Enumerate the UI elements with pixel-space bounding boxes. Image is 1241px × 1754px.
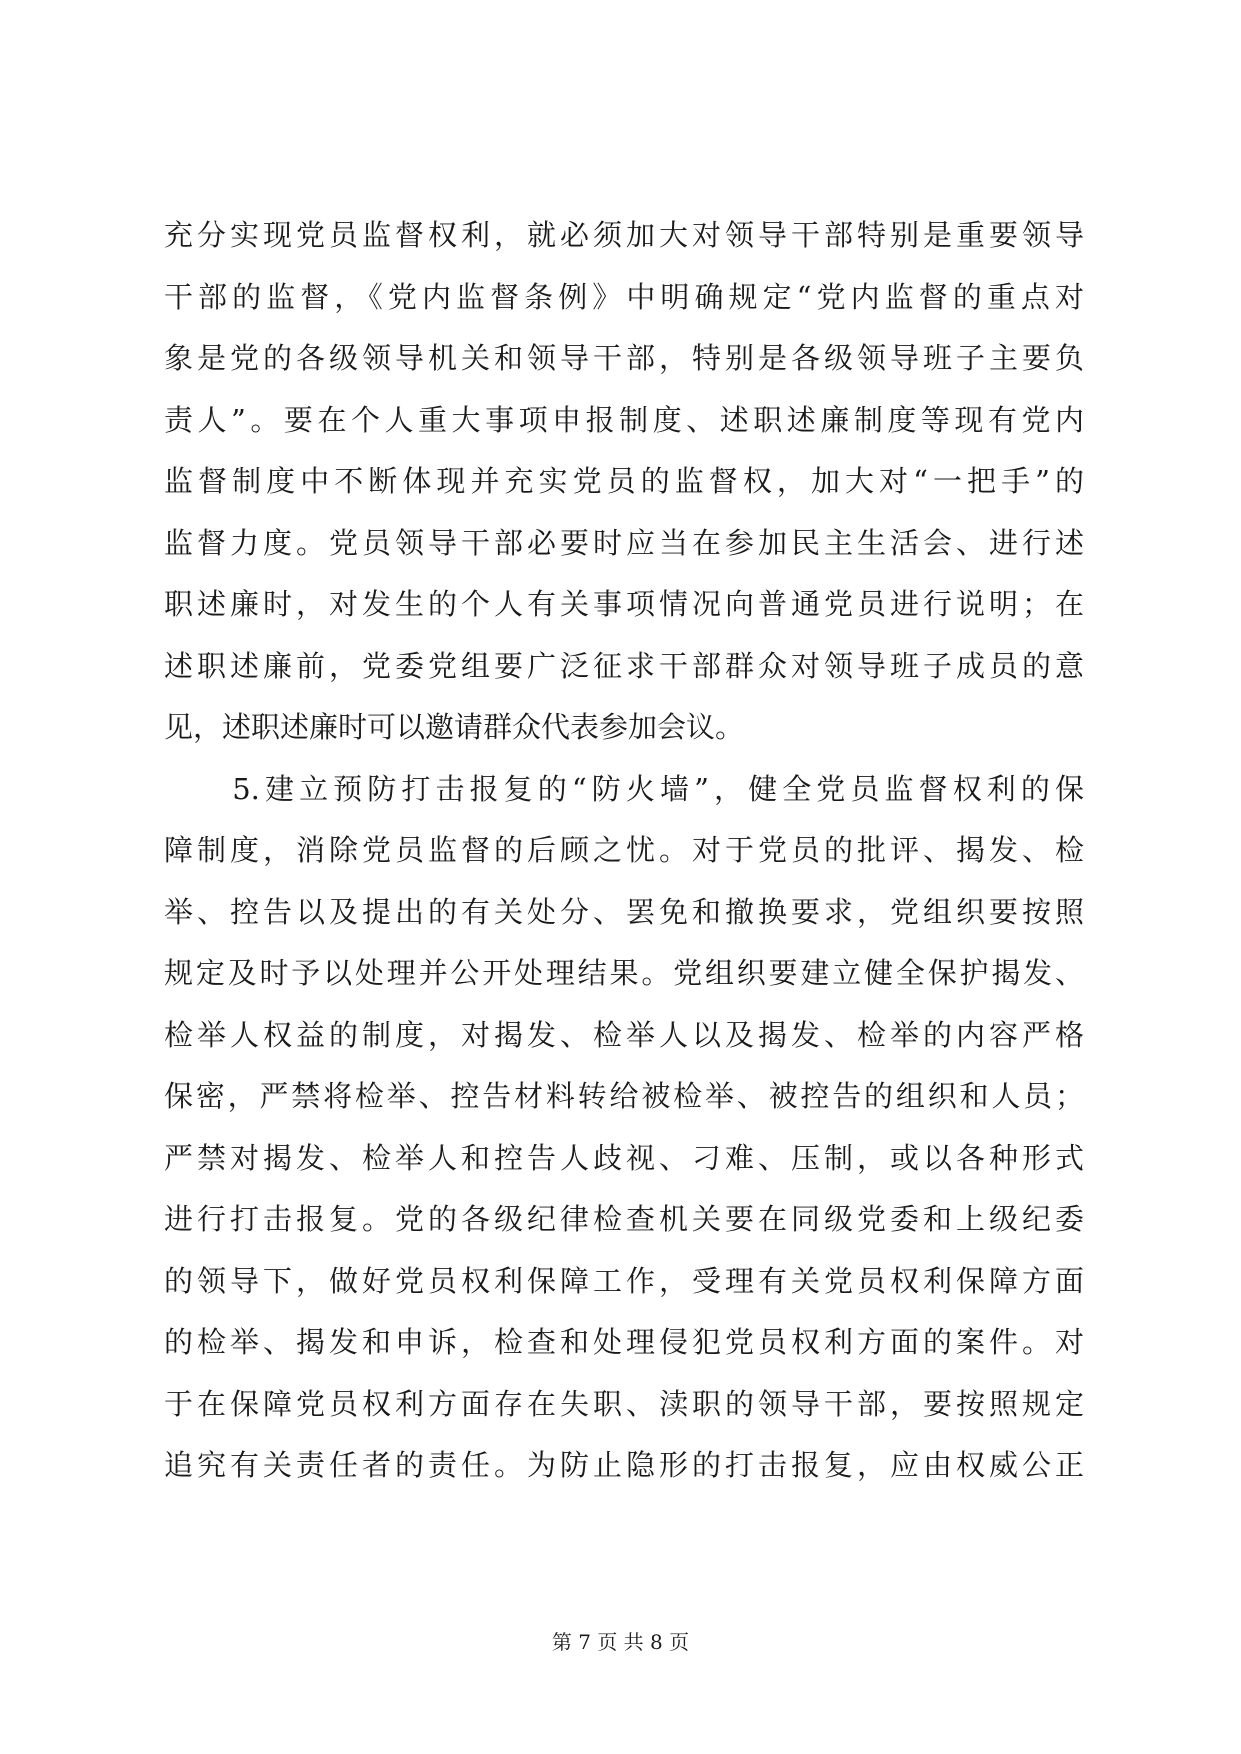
text-line: 追究有关责任者的责任。为防止隐形的打击报复，应由权威公正 (164, 1448, 1084, 1482)
text-line: 见，述职述廉时可以邀请群众代表参加会议。 (164, 710, 745, 744)
text-line: 规定及时予以处理并公开处理结果。党组织要建立健全保护揭发、 (164, 956, 1084, 990)
text-line: 监督制度中不断体现并充实党员的监督权，加大对“一把手”的 (164, 464, 1084, 498)
text-line: 进行打击报复。党的各级纪律检查机关要在同级党委和上级纪委 (164, 1202, 1084, 1236)
page-footer: 第 7 页 共 8 页 (551, 1630, 690, 1654)
text-line: 职述廉时，对发生的个人有关事项情况向普通党员进行说明；在 (164, 587, 1084, 621)
text-line: 的领导下，做好党员权利保障工作，受理有关党员权利保障方面 (164, 1263, 1084, 1298)
text-line: 的检举、揭发和申诉，检查和处理侵犯党员权利方面的案件。对 (164, 1325, 1084, 1359)
text-line: 障制度，消除党员监督的后顾之忧。对于党员的批评、揭发、检 (164, 833, 1084, 867)
text-line: 保密，严禁将检举、控告材料转给被检举、被控告的组织和人员； (164, 1079, 1084, 1113)
text-line: 举、控告以及提出的有关处分、罢免和撤换要求，党组织要按照 (164, 894, 1084, 929)
text-line: 干部的监督，《党内监督条例》中明确规定“党内监督的重点对 (164, 279, 1084, 314)
body-text (164, 205, 1084, 1497)
text-line: 于在保障党员权利方面存在失职、渎职的领导干部，要按照规定 (164, 1386, 1084, 1421)
text-line: 充分实现党员监督权利，就必须加大对领导干部特别是重要领导 (164, 218, 1084, 252)
text-line: 5.建立预防打击报复的“防火墙”，健全党员监督权利的保 (164, 771, 1084, 806)
text-line: 责人”。要在个人重大事项申报制度、述职述廉制度等现有党内 (164, 402, 1084, 437)
text-line: 象是党的各级领导机关和领导干部，特别是各级领导班子主要负 (164, 341, 1084, 375)
text-line: 严禁对揭发、检举人和控告人歧视、刁难、压制，或以各种形式 (164, 1140, 1084, 1175)
text-line: 述职述廉前，党委党组要广泛征求干部群众对领导班子成员的意 (164, 648, 1084, 683)
text-line: 检举人权益的制度，对揭发、检举人以及揭发、检举的内容严格 (164, 1017, 1084, 1052)
text-line: 监督力度。党员领导干部必要时应当在参加民主生活会、进行述 (164, 525, 1084, 560)
